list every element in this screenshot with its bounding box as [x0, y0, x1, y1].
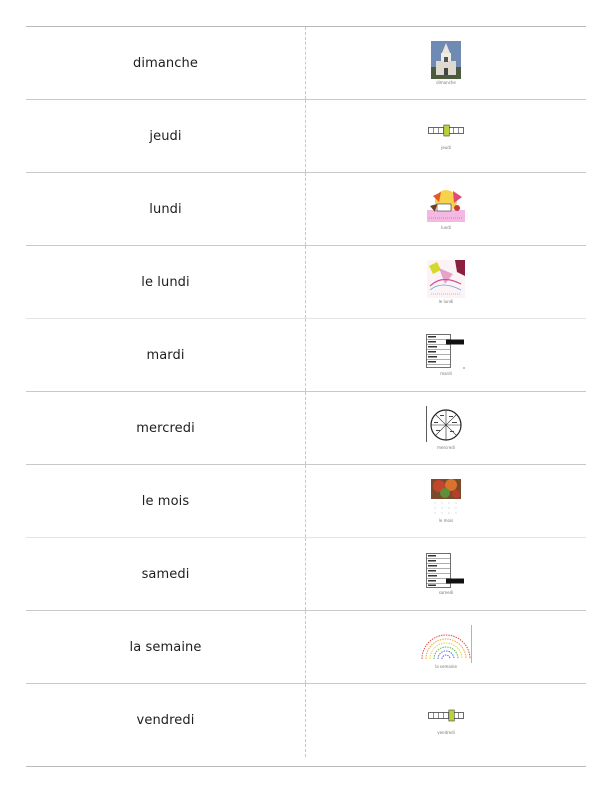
thumbnail: [427, 188, 465, 230]
thumbnail: [427, 260, 465, 304]
picture-cell: [306, 100, 586, 172]
word-cell: dimanche: [26, 27, 306, 99]
word-cell: jeudi: [26, 100, 306, 172]
card-row: [26, 538, 586, 611]
word-cell: mercredi: [26, 392, 306, 464]
picture-cell: [306, 684, 586, 757]
caption: mardi: [440, 371, 452, 376]
thumbnail: [431, 41, 461, 85]
card-row: [26, 100, 586, 173]
thumbnail: [418, 625, 474, 669]
church-picture-icon: [431, 41, 461, 79]
weekday-strip-picture-icon: [428, 122, 464, 140]
picture-cell: [306, 27, 586, 99]
thumbnail: [428, 122, 464, 150]
card-row: [26, 173, 586, 246]
thumbnail: [428, 707, 464, 735]
word-cell: samedi: [26, 538, 306, 610]
picture-cell: [306, 392, 586, 464]
thumbnail: [426, 406, 466, 450]
thumbnail: [426, 334, 466, 376]
weekday-strip-picture-icon: [428, 707, 464, 725]
thumbnail: [426, 553, 466, 595]
caption: vendredi: [437, 729, 455, 735]
caption: samedi: [438, 590, 454, 595]
card-row: [26, 684, 586, 757]
cartoon-picture-icon: [427, 260, 465, 298]
card-row: [26, 319, 586, 392]
word-cell: mardi: [26, 319, 306, 391]
picture-cell: [306, 319, 586, 391]
flashcard-sheet: [26, 26, 586, 767]
calendar-picture-icon: [431, 479, 461, 517]
picture-cell: [306, 173, 586, 245]
picture-cell: [306, 611, 586, 683]
card-row: [26, 465, 586, 538]
picture-cell: [306, 538, 586, 610]
word-cell: le lundi: [26, 246, 306, 318]
word-cell: lundi: [26, 173, 306, 245]
caption: lundi: [441, 225, 451, 230]
weekday-list-picture-icon: [426, 334, 466, 370]
caption: mercredi: [437, 445, 455, 450]
caption: dimanche: [436, 80, 456, 85]
card-row: [26, 246, 586, 319]
picture-cell: [306, 465, 586, 537]
caption: la semaine: [435, 664, 457, 669]
rainbow-week-picture-icon: [418, 625, 474, 663]
week-wheel-picture-icon: [426, 406, 466, 444]
card-row: [26, 611, 586, 684]
caption: le mois: [438, 518, 454, 523]
caption: le lundi: [438, 299, 454, 304]
caption: jeudi: [441, 145, 451, 150]
word-cell: la semaine: [26, 611, 306, 683]
thumbnail: [431, 479, 461, 523]
card-row: [26, 392, 586, 465]
word-cell: vendredi: [26, 684, 306, 757]
word-cell: le mois: [26, 465, 306, 537]
picture-cell: [306, 246, 586, 318]
card-row: [26, 27, 586, 100]
weekday-list-picture-icon: [426, 553, 466, 589]
cartoon-picture-icon: [427, 188, 465, 224]
